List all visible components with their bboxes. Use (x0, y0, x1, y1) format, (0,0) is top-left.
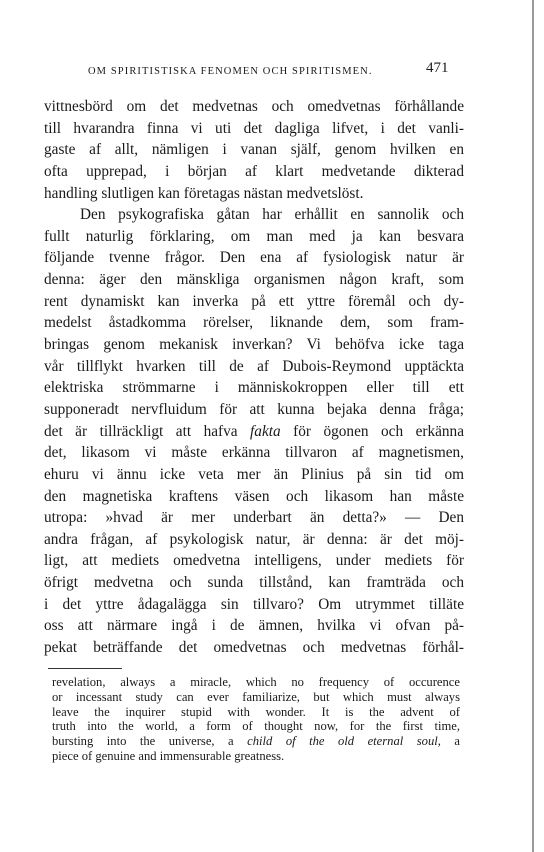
text-line: till hvarandra finna vi uti det dagliga lifvet, i det vanli- (44, 119, 464, 137)
text-segment: bursting into the universe, a (52, 734, 234, 749)
text-line: oss att närmare ingå i de ämnen, hvilka vi ofvan på- (44, 617, 464, 635)
text-line: andra frågan, af psykologisk natur, är denna: är det möj- (44, 530, 464, 548)
text-line: utropa: »hvad är mer underbart än detta?» — Den (44, 509, 464, 527)
text-segment: a (454, 734, 460, 749)
text-line: följande tvenne frågor. Den ena af fysiologisk natur är (44, 249, 464, 267)
text-line: bringas genom mekanisk inverkan? Vi behöfva icke taga (44, 336, 464, 354)
text-line: gaste af allt, nämligen i vanan själf, genom hvilken en (44, 141, 464, 159)
footnote-line: or incessant study can ever familiarize, but which must always (52, 689, 460, 704)
text-segment: för ögonen och erkänna (293, 422, 464, 440)
running-head (88, 60, 488, 82)
text-line: elektriska strömmarne i människokroppen eller till ett (44, 379, 464, 397)
page-number: 471 (426, 60, 449, 76)
running-title: OM SPIRITISTISKA FENOMEN OCH SPIRITISMEN. (88, 66, 373, 77)
text-line: pekat beträffande det omedvetnas och medvetnas förhål- (44, 639, 464, 657)
footnote (52, 675, 460, 764)
text-line-with-italic (44, 421, 464, 443)
text-line: öfrigt medvetna och sunda tillstånd, kan framträda och (44, 574, 464, 592)
text-line: supponeradt nervfluidum för att kunna bejaka denna fråga; (44, 400, 464, 418)
text-segment: det är tillräckligt att hafva (44, 422, 238, 440)
text-line: vår tillflykt hvarken till de af Dubois-Reymond upptäckta (44, 357, 464, 375)
italic-word: fakta (250, 422, 281, 440)
body-text (44, 96, 464, 659)
text-line: det, likasom vi måste erkänna tillvaron af magnetismen, (44, 444, 464, 462)
text-line: medelst åstadkomma rörelser, liknande dem, som fram- (44, 314, 464, 332)
text-line: den magnetiska kraftens väsen och likasom han måste (44, 487, 464, 505)
text-line: Den psykografiska gåtan har erhållit en sannolik och (80, 206, 464, 224)
text-line: vittnesbörd om det medvetnas och omedvetnas förhållande (44, 98, 464, 115)
text-line: rent dynamiskt kan inverka på ett yttre föremål och dy- (44, 292, 464, 310)
footnote-rule (48, 668, 122, 669)
text-line: fullt naturlig förklaring, om man med ja kan besvara (44, 227, 464, 245)
text-line: i det yttre ådagalägga sin tillvaro? Om utrymmet tilläte (44, 595, 464, 613)
footnote-line: leave the inquirer stupid with wonder. It is the advent of (52, 704, 460, 719)
text-line: handling slutligen kan företagas nästan medvetslöst. (44, 184, 364, 202)
text-line: denna: äger den mänskliga organismen någon kraft, som (44, 271, 464, 289)
text-line: ehuru vi ännu icke veta mer än Plinius på sin tid om (44, 465, 464, 483)
text-line: ligt, att mediets omedvetna intelligens, under mediets för (44, 552, 464, 570)
footnote-line-with-italic (52, 734, 460, 749)
italic-phrase: child of the old eternal soul, (247, 734, 441, 749)
footnote-line: truth into the world, a form of thought now, for the first time, (52, 719, 460, 734)
text-line: ofta upprepad, i början af klart medvetande dikterad (44, 162, 464, 180)
footnote-line: piece of genuine and immensurable greatness. (52, 748, 285, 763)
scan-edge-line (532, 0, 534, 852)
footnote-line: revelation, always a miracle, which no frequency of occurence (52, 675, 460, 689)
